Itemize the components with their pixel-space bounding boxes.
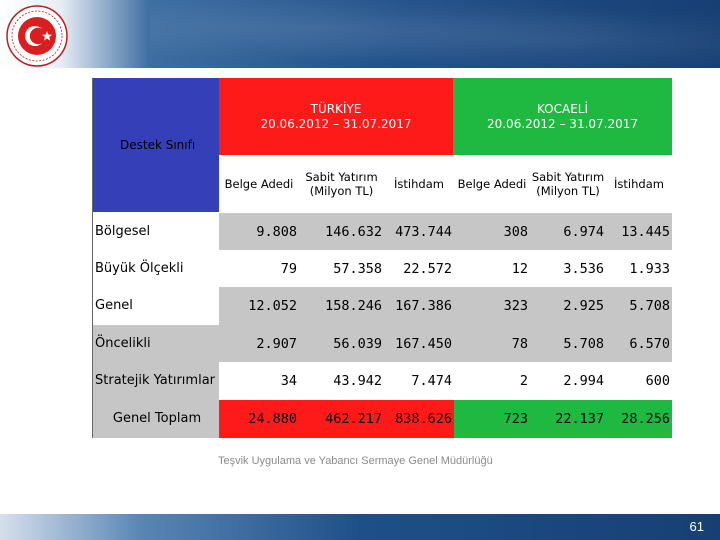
kocaeli-header xyxy=(453,78,672,155)
table-cell: 5.708 xyxy=(606,287,672,325)
total-label: Genel Toplam xyxy=(112,411,202,426)
kocaeli-title: KOCAELİ xyxy=(536,101,589,116)
page-number: 61 xyxy=(689,519,704,534)
total-cell: 838.626 xyxy=(384,400,454,438)
table-cell: 2.925 xyxy=(530,287,606,325)
table-cell: 6.974 xyxy=(530,213,606,250)
row-label-oncelikli: Öncelikli xyxy=(93,325,219,362)
row-label-stratejik: Stratejik Yatırımlar xyxy=(93,362,219,400)
row-label-buyuk-olcekli: Büyük Ölçekli xyxy=(93,250,219,287)
table-cell: 78 xyxy=(454,325,530,362)
table-cell: 12.052 xyxy=(219,287,299,325)
total-cell: 723 xyxy=(454,400,530,438)
slide-footer-bar xyxy=(0,514,720,540)
table-cell: 3.536 xyxy=(530,250,606,287)
table-cell: 1.933 xyxy=(606,250,672,287)
europe-map-background xyxy=(150,0,720,68)
ministry-seal-icon xyxy=(5,4,69,68)
column-header: İstihdam xyxy=(606,155,672,212)
total-cell: 22.137 xyxy=(530,400,606,438)
table-cell: 2 xyxy=(454,362,530,400)
table-cell: 308 xyxy=(454,213,530,250)
table-cell: 34 xyxy=(219,362,299,400)
total-cell: 462.217 xyxy=(299,400,384,438)
table-cell: 600 xyxy=(606,362,672,400)
table-cell: 473.744 xyxy=(384,213,454,250)
turkiye-period: 20.06.2012 – 31.07.2017 xyxy=(260,116,412,131)
table-cell: 12 xyxy=(454,250,530,287)
table-cell: 2.907 xyxy=(219,325,299,362)
table-cell: 9.808 xyxy=(219,213,299,250)
table-cell: 146.632 xyxy=(299,213,384,250)
table-cell: 5.708 xyxy=(530,325,606,362)
total-cell: 24.880 xyxy=(219,400,299,438)
table-cell: 43.942 xyxy=(299,362,384,400)
column-header: Sabit Yatırım (Milyon TL) xyxy=(299,155,384,212)
column-header: Belge Adedi xyxy=(454,155,530,212)
row-label-genel: Genel xyxy=(93,287,219,325)
kocaeli-period: 20.06.2012 – 31.07.2017 xyxy=(486,116,639,131)
table-cell: 323 xyxy=(454,287,530,325)
turkiye-title: TÜRKİYE xyxy=(310,101,362,116)
total-cell: 28.256 xyxy=(606,400,672,438)
table-cell: 2.994 xyxy=(530,362,606,400)
table-cell: 56.039 xyxy=(299,325,384,362)
table-cell: 167.386 xyxy=(384,287,454,325)
table-cell: 22.572 xyxy=(384,250,454,287)
column-header: Belge Adedi xyxy=(219,155,299,212)
slide-header-banner xyxy=(0,0,720,68)
table-cell: 167.450 xyxy=(384,325,454,362)
table-cell: 7.474 xyxy=(384,362,454,400)
column-header: Sabit Yatırım (Milyon TL) xyxy=(530,155,606,212)
destek-sinifi-label: Destek Sınıfı xyxy=(120,138,196,152)
row-label-bolgesel: Bölgesel xyxy=(93,213,219,250)
table-cell: 57.358 xyxy=(299,250,384,287)
table-cell: 13.445 xyxy=(606,213,672,250)
table-cell: 79 xyxy=(219,250,299,287)
table-cell: 158.246 xyxy=(299,287,384,325)
source-note: Teşvik Uygulama ve Yabancı Sermaye Genel Müdürlüğü xyxy=(218,455,493,467)
turkiye-header xyxy=(219,78,453,155)
column-header: İstihdam xyxy=(384,155,454,212)
table-cell: 6.570 xyxy=(606,325,672,362)
total-label-cell xyxy=(93,400,219,438)
